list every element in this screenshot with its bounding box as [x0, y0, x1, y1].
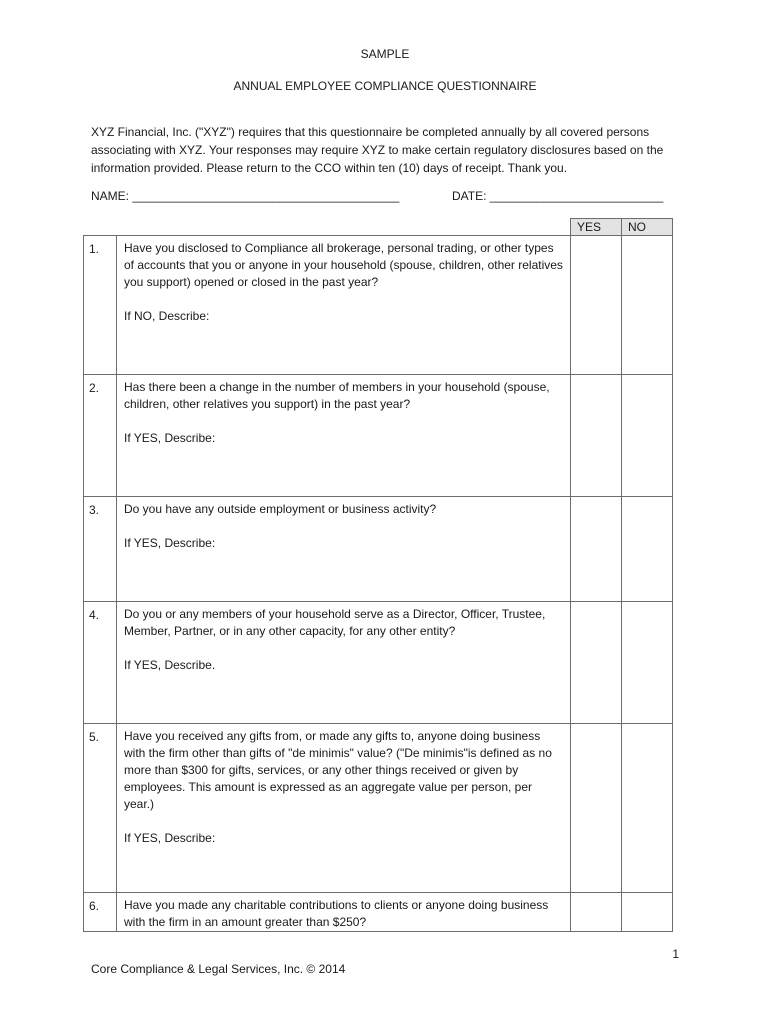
no-answer-cell[interactable] [622, 375, 673, 497]
question-number: 6. [84, 893, 117, 932]
table-row [84, 236, 673, 375]
no-column-header: NO [622, 219, 673, 236]
table-row [84, 497, 673, 602]
question-text: Has there been a change in the number of members in your household (spouse, children, other relatives you support) in the past year? [124, 380, 550, 411]
question-text: Do you or any members of your household serve as a Director, Officer, Trustee, Member, Partner, or in any other capacity, for any other entity? [124, 607, 546, 638]
no-answer-cell[interactable] [622, 497, 673, 602]
describe-prompt: If YES, Describe: [124, 536, 216, 550]
yes-column-header: YES [571, 219, 622, 236]
questionnaire-table [83, 218, 673, 932]
describe-prompt: If YES, Describe. [124, 658, 216, 672]
describe-prompt: If YES, Describe: [124, 431, 216, 445]
yes-answer-cell[interactable] [571, 724, 622, 893]
table-row [84, 724, 673, 893]
name-field[interactable]: NAME: ________________________________________ [91, 189, 400, 203]
describe-prompt: If YES, Describe: [124, 831, 216, 845]
question-text: Have you received any gifts from, or made any gifts to, anyone doing business with the firm other than gifts of "de minimis" value? ("De minimis"is defined as no more than $300 for gifts, services, or any other things received or given by employees. This amount is expressed as an aggregate value per person, per year.) [124, 729, 552, 811]
question-text: Have you made any charitable contributions to clients or anyone doing business with the firm in an amount greater than $250? [124, 898, 549, 929]
document-title: ANNUAL EMPLOYEE COMPLIANCE QUESTIONNAIRE [233, 79, 537, 93]
sample-label: SAMPLE [360, 47, 410, 61]
describe-prompt: If NO, Describe: [124, 309, 210, 323]
question-cell [117, 236, 571, 375]
yes-answer-cell[interactable] [571, 893, 622, 932]
table-row [84, 375, 673, 497]
yes-answer-cell[interactable] [571, 375, 622, 497]
question-cell [117, 893, 571, 932]
intro-paragraph: XYZ Financial, Inc. ("XYZ") requires that this questionnaire be completed annually by all covered persons associating with XYZ. Your responses may require XYZ to make certain regulatory disclosures based on the information provided. Please return to the CCO within ten (10) days of receipt. Thank you. [91, 125, 664, 175]
footer-copyright: Core Compliance & Legal Services, Inc. © 2014 [91, 962, 346, 976]
no-answer-cell[interactable] [622, 893, 673, 932]
date-field[interactable]: DATE: __________________________ [452, 189, 664, 203]
yes-answer-cell[interactable] [571, 236, 622, 375]
page-number: 1 [672, 947, 679, 961]
no-answer-cell[interactable] [622, 602, 673, 724]
question-number: 1. [84, 236, 117, 375]
question-number: 2. [84, 375, 117, 497]
question-number: 3. [84, 497, 117, 602]
table-header-row [84, 219, 673, 236]
question-text: Have you disclosed to Compliance all brokerage, personal trading, or other types of accounts that you or anyone in your household (spouse, children, other relatives you support) opened or closed in the past year? [124, 241, 563, 289]
yes-answer-cell[interactable] [571, 602, 622, 724]
question-cell [117, 497, 571, 602]
question-number: 4. [84, 602, 117, 724]
question-number: 5. [84, 724, 117, 893]
question-text: Do you have any outside employment or business activity? [124, 502, 437, 516]
no-answer-cell[interactable] [622, 236, 673, 375]
table-row [84, 893, 673, 932]
table-row [84, 602, 673, 724]
question-cell [117, 375, 571, 497]
question-cell [117, 602, 571, 724]
no-answer-cell[interactable] [622, 724, 673, 893]
question-cell [117, 724, 571, 893]
yes-answer-cell[interactable] [571, 497, 622, 602]
